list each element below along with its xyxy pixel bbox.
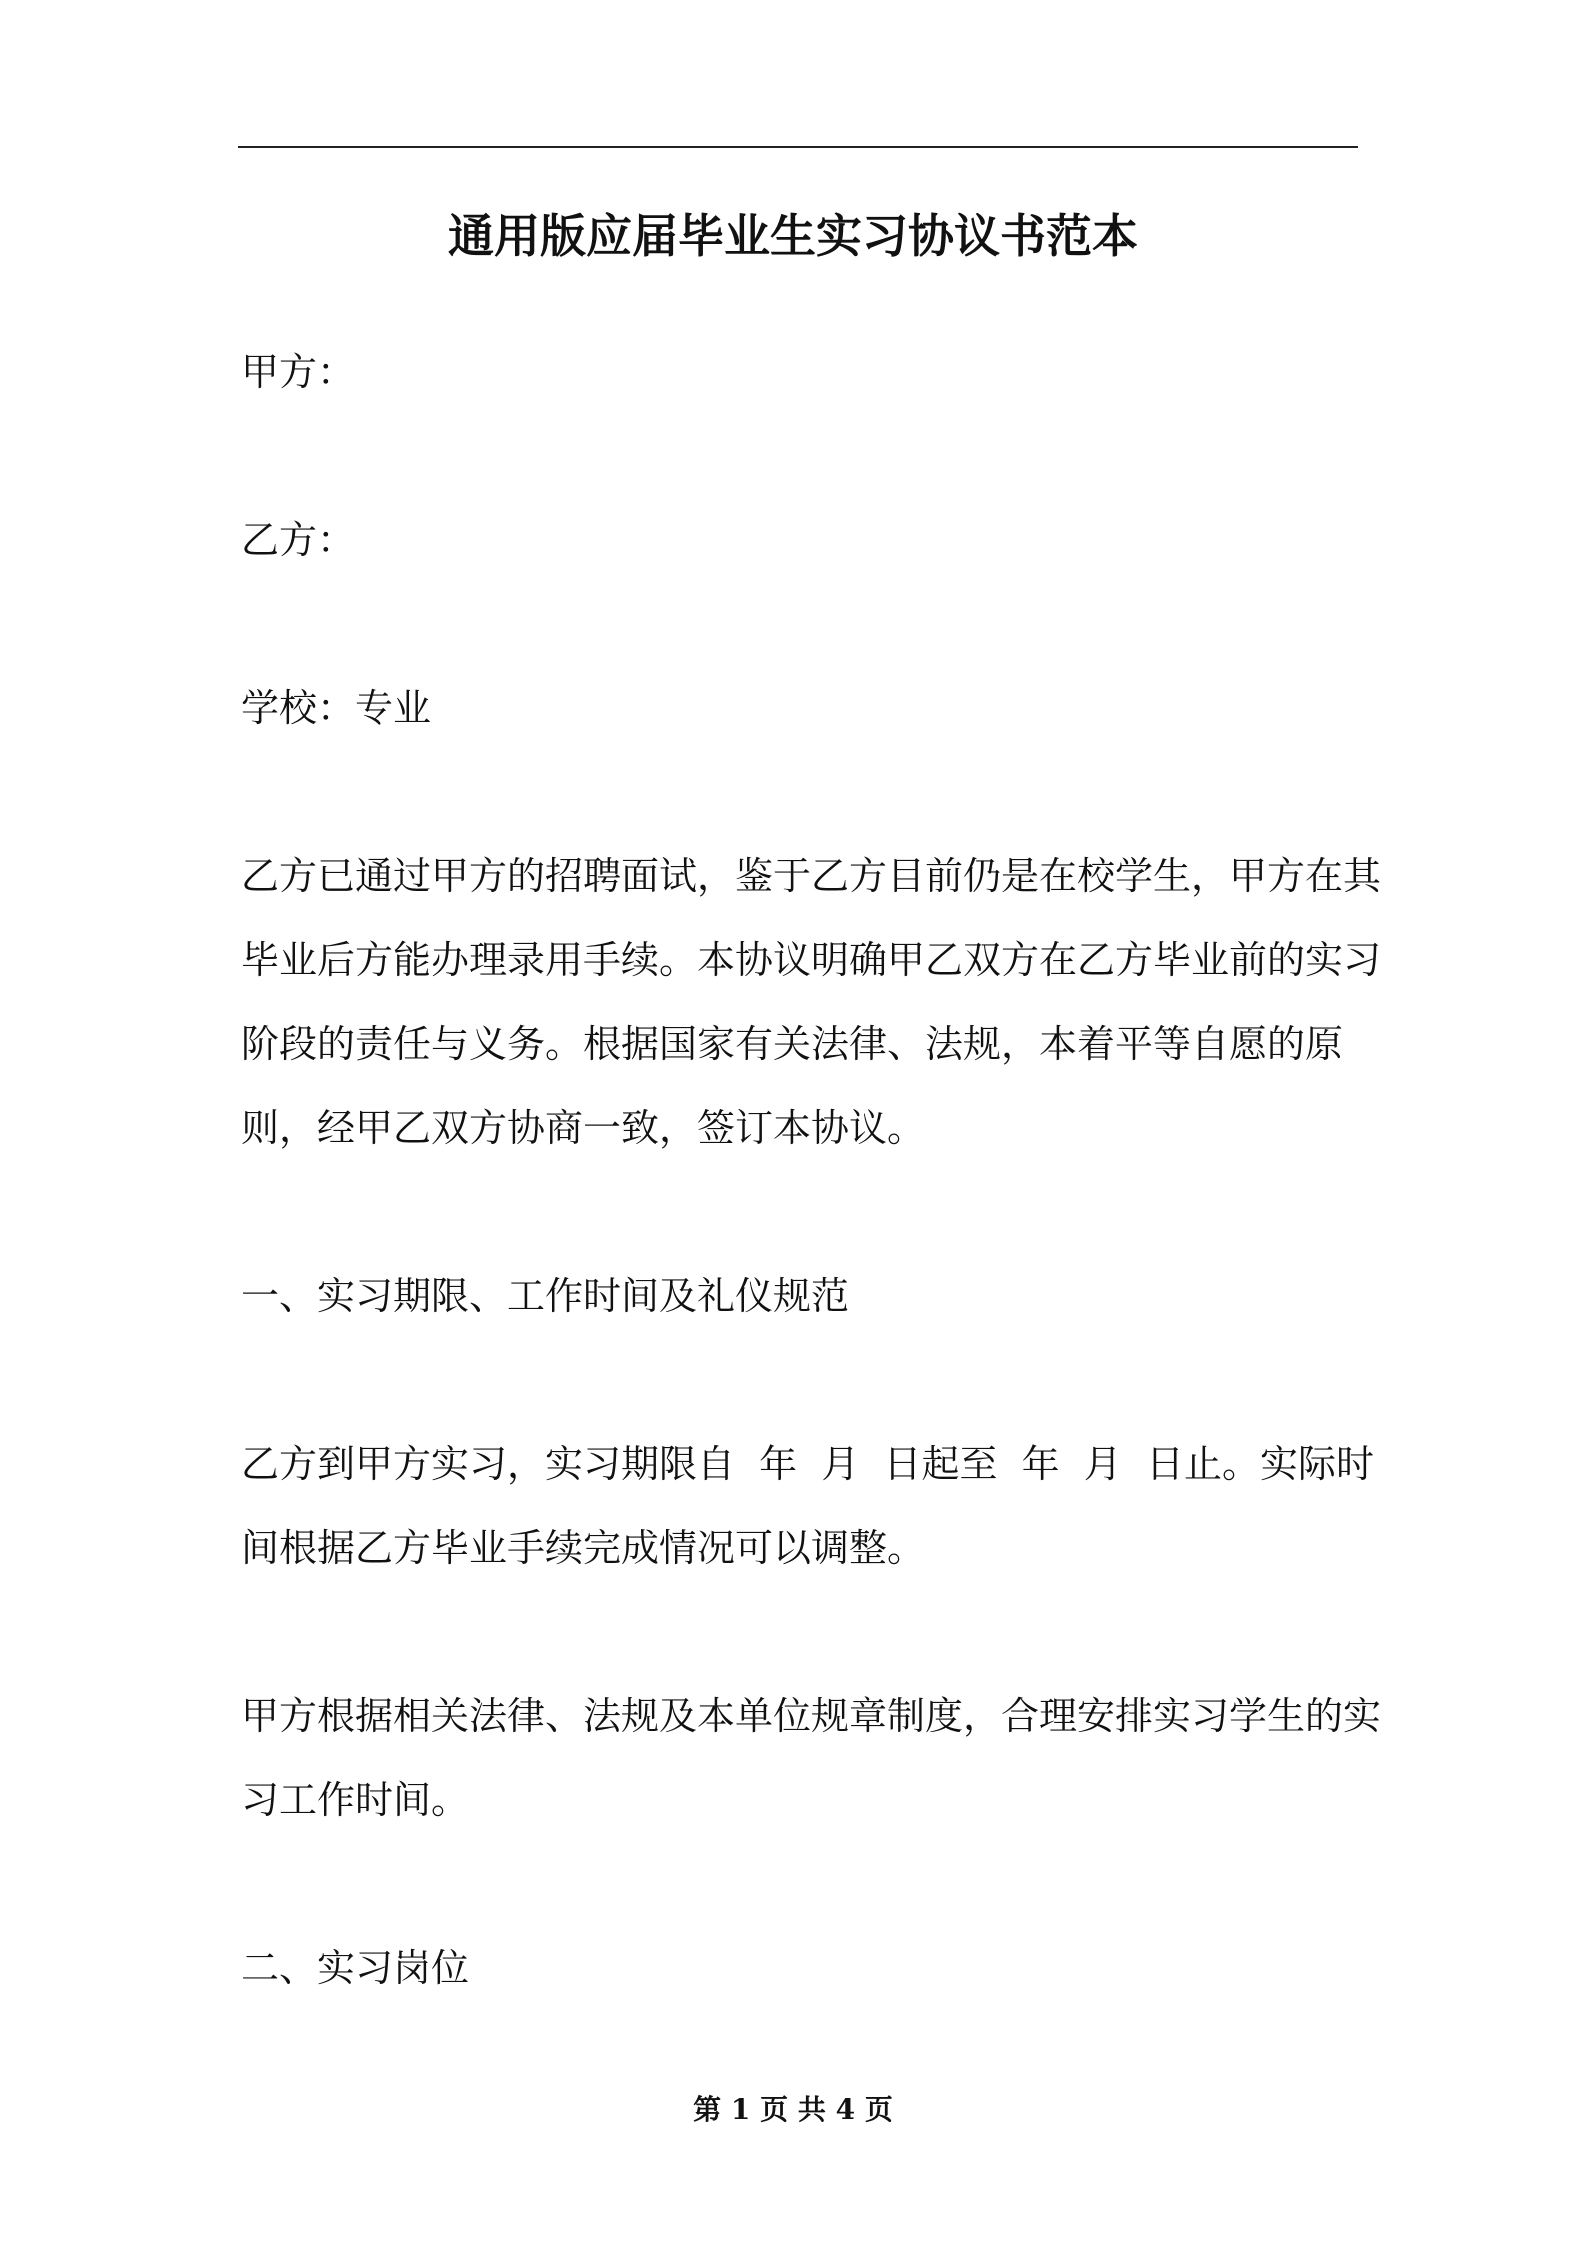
spacer <box>241 1842 1391 1926</box>
school-major-field: 学校：专业 <box>241 686 432 730</box>
spacer <box>241 750 1391 834</box>
section-2-heading: 二、实习岗位 <box>241 1946 470 1990</box>
header-divider <box>238 146 1358 148</box>
spacer <box>241 1338 1391 1422</box>
document-title: 通用版应届毕业生实习协议书范本 <box>448 209 1138 263</box>
spacer <box>241 414 1391 498</box>
document-body <box>241 330 1391 2010</box>
party-a-field: 甲方： <box>241 350 356 394</box>
spacer <box>241 1590 1391 1674</box>
section-1-heading: 一、实习期限、工作时间及礼仪规范 <box>241 1274 850 1318</box>
spacer <box>241 1170 1391 1254</box>
page-indicator: 第 1 页 共 4 页 <box>693 2093 893 2126</box>
intro-paragraph: 乙方已通过甲方的招聘面试，鉴于乙方目前仍是在校学生，甲方在其毕业后方能办理录用手续。本协议明确甲乙双方在乙方毕业前的实习阶段的责任与义务。根据国家有关法律、法规，本着平等自愿的原则，经甲乙双方协商一致，签订本协议。 <box>241 854 1382 1150</box>
section-1-paragraph-2: 甲方根据相关法律、法规及本单位规章制度，合理安排实习学生的实习工作时间。 <box>241 1694 1382 1822</box>
spacer <box>241 582 1391 666</box>
party-b-field: 乙方： <box>241 518 356 562</box>
section-1-paragraph-1: 乙方到甲方实习，实习期限自 年 月 日起至 年 月 日止。实际时间根据乙方毕业手续完成情况可以调整。 <box>241 1442 1374 1570</box>
